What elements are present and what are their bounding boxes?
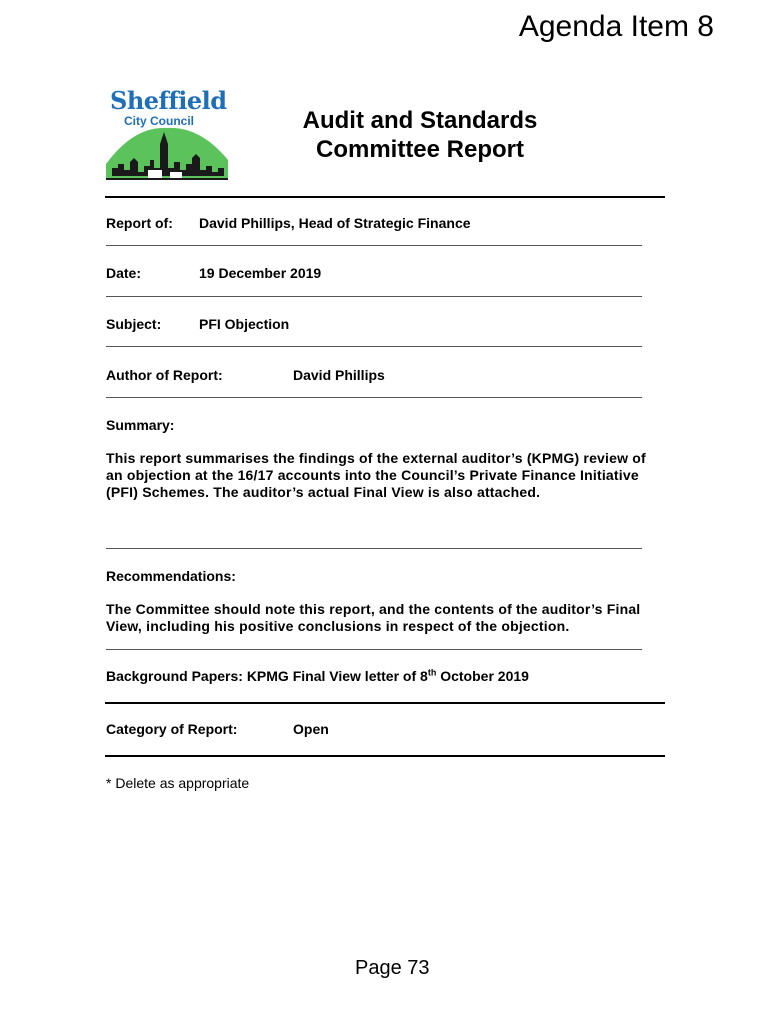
recommendations-heading: Recommendations:	[106, 568, 236, 584]
recommendations-text: The Committee should note this report, and the contents of the auditor’s Final View, including his positive conclusions in respect of the objection.	[106, 601, 641, 634]
report-title-line1: Audit and Standards	[302, 107, 538, 134]
logo-subtitle: City Council	[124, 114, 195, 128]
background-papers-text: Background Papers: KPMG Final View letter of 8	[106, 668, 428, 684]
date-label: Date:	[106, 265, 142, 281]
divider	[105, 196, 665, 198]
sheffield-city-council-logo	[104, 86, 230, 182]
author-label: Author of Report:	[106, 367, 223, 383]
divider	[106, 346, 642, 347]
footnote: * Delete as appropriate	[106, 775, 250, 791]
logo-name: Sheffield	[110, 86, 227, 115]
background-papers	[106, 668, 529, 685]
agenda-item-heading: Agenda Item 8	[518, 10, 714, 43]
category-label: Category of Report:	[106, 721, 238, 737]
author-value: David Phillips	[293, 367, 385, 383]
summary-heading: Summary:	[106, 417, 175, 433]
report-of-label: Report of:	[106, 215, 173, 231]
city-skyline-icon	[104, 124, 230, 182]
divider	[106, 548, 642, 549]
date-value: 19 December 2019	[199, 265, 322, 281]
background-papers-date: October 2019	[436, 668, 529, 684]
background-papers-superscript: th	[427, 667, 437, 678]
subject-label: Subject:	[106, 316, 162, 332]
divider	[105, 702, 665, 704]
category-value: Open	[293, 721, 329, 737]
divider	[105, 755, 665, 757]
page-number: Page 73	[355, 957, 430, 979]
summary-text: This report summarises the findings of the external auditor’s (KPMG) review of an objection at the 16/17 accounts into the Council’s Private Finance Initiative (PFI) Schemes. The auditor’s actual Final View is also attached.	[106, 450, 646, 500]
divider	[106, 245, 642, 246]
subject-value: PFI Objection	[199, 316, 290, 332]
report-title	[270, 106, 570, 164]
report-title-line2: Committee Report	[315, 136, 525, 163]
divider	[106, 397, 642, 398]
divider	[106, 649, 642, 650]
report-of-value: David Phillips, Head of Strategic Finance	[199, 215, 471, 231]
divider	[106, 296, 642, 297]
